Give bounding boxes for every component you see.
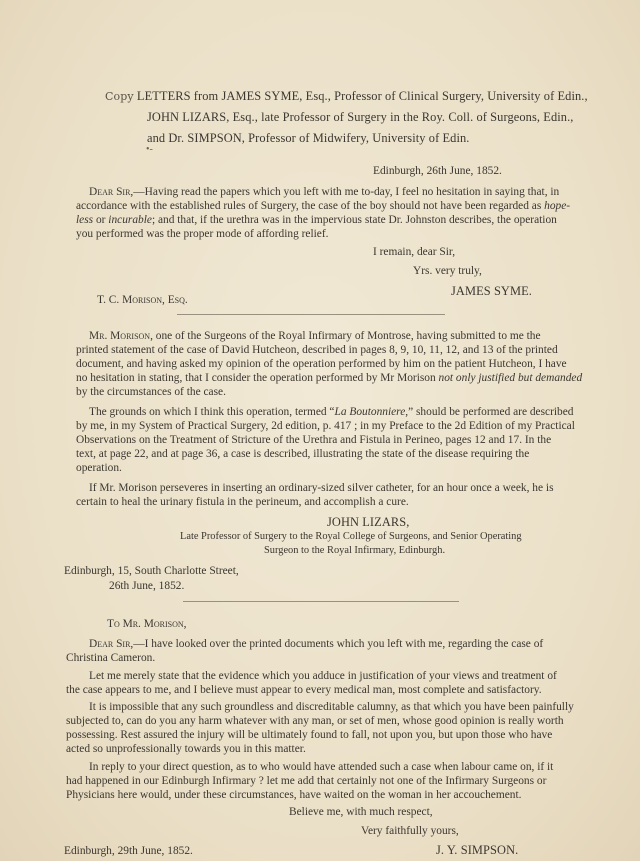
lizars-p1-line-1: Mr. Morison, one of the Surgeons of the Royal Infirmary of Montrose, having submitted to me the bbox=[89, 330, 541, 342]
lizars-p2-line-2: by me, in my System of Practical Surgery, 2d edition, p. 417 ; in my Preface to the 2d Edition of my Practical bbox=[76, 420, 575, 432]
lizars-p2-line-1: The grounds on which I think this operation, termed “La Boutonniere,” should be performed are described bbox=[89, 406, 574, 418]
header-line-1: Copy LETTERS from JAMES SYME, Esq., Professor of Clinical Surgery, University of Edin., bbox=[105, 89, 588, 103]
simpson-dateline: Edinburgh, 29th June, 1852. bbox=[64, 845, 193, 857]
simpson-p1-line-2: Christina Cameron. bbox=[66, 652, 156, 664]
syme-closing-2: Yrs. very truly, bbox=[413, 265, 482, 277]
simpson-signature: J. Y. SIMPSON. bbox=[436, 843, 519, 857]
syme-closing-1: I remain, dear Sir, bbox=[373, 246, 456, 258]
lizars-p1-line-3: document, and having asked my opinion of the operation performed by him on the patient Hutcheon, I have bbox=[76, 358, 567, 370]
lizars-p1-line-4: no hesitation in stating, that I consider the operation performed by Mr Morison not only justified but demanded bbox=[76, 372, 583, 384]
simpson-closing-1: Believe me, with much respect, bbox=[289, 806, 433, 818]
simpson-p4-line-1: In reply to your direct question, as to who would have attended such a case when labour came on, if it bbox=[89, 761, 554, 773]
simpson-to: To Mr. Morison, bbox=[107, 618, 187, 630]
simpson-closing-2: Very faithfully yours, bbox=[361, 825, 459, 837]
simpson-p3-line-4: acted so unprofessionally towards you in this matter. bbox=[66, 743, 306, 755]
simpson-p3-line-1: It is impossible that any such groundless and discreditable calumny, as that which you have been painfully bbox=[89, 701, 574, 713]
divider-rule bbox=[177, 314, 445, 315]
syme-salutation: Dear Sir, bbox=[89, 186, 134, 198]
lizars-address-2: 26th June, 1852. bbox=[109, 580, 185, 592]
syme-signature: JAMES SYME. bbox=[451, 284, 532, 298]
syme-body-line-2: accordance with the established rules of Surgery, the case of the boy should not have been regarded as hope- bbox=[76, 200, 571, 212]
lizars-title-1: Late Professor of Surgery to the Royal College of Surgeons, and Senior Operating bbox=[180, 531, 522, 542]
simpson-p4-line-3: Physicians here would, under these circumstances, have waited on the woman in her accouchement. bbox=[66, 789, 522, 801]
lizars-p3-line-1: If Mr. Morison perseveres in inserting an ordinary-sized silver catheter, for an hour once a week, he is bbox=[89, 482, 554, 494]
ink-mark: •- bbox=[146, 144, 153, 155]
syme-body-line-1: Dear Sir,—Having read the papers which you left with me to-day, I feel no hesitation in saying that, in bbox=[89, 186, 560, 198]
lizars-p1-line-2: printed statement of the case of David Hutcheon, described in pages 8, 9, 10, 11, 12, and 13 of the printed bbox=[76, 344, 558, 356]
lizars-p2-line-4: text, at page 22, and at page 36, a case is described, illustrating the state of the disease requiring the bbox=[76, 448, 530, 460]
simpson-p1-line-1: Dear Sir,—I have looked over the printed documents which you left with me, regarding the case of bbox=[89, 638, 544, 650]
simpson-p2-line-1: Let me merely state that the evidence which you adduce in justification of your views and treatment of bbox=[89, 670, 557, 682]
lizars-p1-line-5: by the circumstances of the case. bbox=[76, 386, 226, 398]
simpson-p4-line-2: had happened in our Edinburgh Infirmary ? let me add that certainly not one of the Infirmary Surgeons or bbox=[66, 775, 547, 787]
lizars-address-1: Edinburgh, 15, South Charlotte Street, bbox=[64, 565, 239, 577]
lizars-p2-line-5: operation. bbox=[76, 462, 122, 474]
syme-body-line-4: you performed was the proper mode of affording relief. bbox=[76, 228, 329, 240]
syme-dateline: Edinburgh, 26th June, 1852. bbox=[373, 165, 502, 177]
lizars-p3-line-2: certain to heal the urinary fistula in the perineum, and accomplish a cure. bbox=[76, 496, 409, 508]
lizars-title-2: Surgeon to the Royal Infirmary, Edinburgh. bbox=[264, 545, 446, 556]
syme-addressee: T. C. Morison, Esq. bbox=[97, 294, 188, 306]
lizars-p2-line-3: Observations on the Treatment of Stricture of the Urethra and Fistula in Perineo, pages 12 and 17. In the bbox=[76, 434, 552, 446]
handwritten-copy-note: Copy bbox=[105, 90, 134, 103]
syme-body-line-3: less or incurable; and that, if the urethra was in the impervious state Dr. Johnston describes, the operation bbox=[76, 214, 557, 226]
simpson-p3-line-3: possessing. Rest assured the injury will be ultimately found to fall, not upon you, but upon those who have bbox=[66, 729, 553, 741]
simpson-p2-line-2: the case appears to me, and I believe must appear to every medical man, most complete and satisfactory. bbox=[66, 684, 542, 696]
header-line-2: JOHN LIZARS, Esq., late Professor of Surgery in the Roy. Coll. of Surgeons, Edin., bbox=[147, 110, 574, 124]
header-line-3: and Dr. SIMPSON, Professor of Midwifery, University of Edin. bbox=[147, 131, 470, 145]
simpson-p3-line-2: subjected to, can do you any harm whatever with any man, or set of men, whose good opinion is really worth bbox=[66, 715, 564, 727]
divider-rule-2 bbox=[183, 601, 459, 602]
lizars-signature: JOHN LIZARS, bbox=[327, 515, 410, 529]
